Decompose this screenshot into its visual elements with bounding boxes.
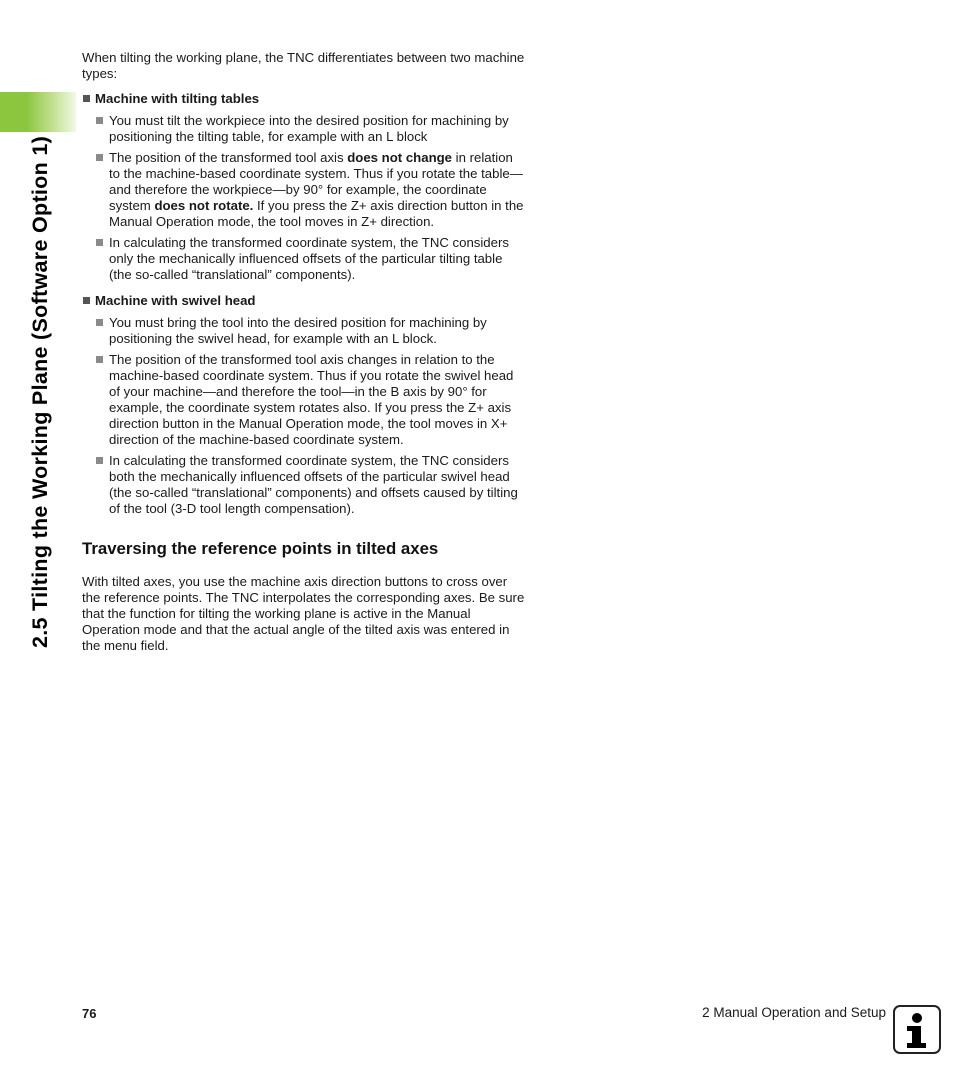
- intro-paragraph: When tilting the working plane, the TNC differentiates between two machine types:: [82, 50, 525, 81]
- square-bullet-icon: [96, 117, 103, 124]
- main-content: [82, 50, 527, 654]
- chapter-tab-marker: [0, 92, 76, 132]
- section-heading: Traversing the reference points in tilted axes: [82, 539, 439, 558]
- list-item: The position of the transformed tool axis does not change in relation to the machine-based coordinate system. Thus if you rotate the table—and therefore the workpiece—by 90° for example, the coordinate system does not rotate. If you press the Z+ axis direction button in the Manual Operation mode, the tool moves in Z+ direction.: [82, 150, 527, 230]
- info-icon: [893, 1005, 941, 1054]
- list-item: You must tilt the workpiece into the desired position for machining by positioning the tilting table, for example with an L block: [82, 113, 527, 145]
- list-item: You must bring the tool into the desired position for machining by positioning the swivel head, for example with an L block.: [82, 315, 527, 347]
- section-side-title: 2.5 Tilting the Working Plane (Software Option 1): [28, 135, 52, 648]
- page-number: 76: [82, 1006, 97, 1021]
- list-item: In calculating the transformed coordinate system, the TNC considers only the mechanically influenced offsets of the particular tilting table (the so-called “translational” components).: [82, 235, 527, 283]
- list-item: The position of the transformed tool axis changes in relation to the machine-based coordinate system. Thus if you rotate the swivel head of your machine—and therefore the tool—in the B axis by 90° for example, the coordinate system rotates also. If you press the Z+ axis direction button in the Manual Operation mode, the tool moves in X+ direction of the machine-based coordinate system.: [82, 352, 527, 448]
- square-bullet-icon: [96, 154, 103, 161]
- square-bullet-icon: [96, 457, 103, 464]
- square-bullet-icon: [96, 319, 103, 326]
- square-bullet-icon: [83, 95, 90, 102]
- chapter-footer: 2 Manual Operation and Setup: [702, 1005, 886, 1020]
- list-item: In calculating the transformed coordinate system, the TNC considers both the mechanically influenced offsets of the particular swivel head (the so-called “translational” components) and offsets caused by tilting of the tool (3-D tool length compensation).: [82, 453, 527, 517]
- body-paragraph: With tilted axes, you use the machine axis direction buttons to cross over the reference points. The TNC interpolates the corresponding axes. Be sure that the function for tilting the working plane is active in the Manual Operation mode and that the actual angle of the tilted axis was entered in the menu field.: [82, 574, 525, 653]
- square-bullet-icon: [96, 239, 103, 246]
- section-tilting-tables-title: Machine with tilting tables: [82, 91, 527, 107]
- square-bullet-icon: [83, 297, 90, 304]
- square-bullet-icon: [96, 356, 103, 363]
- section-swivel-head-title: Machine with swivel head: [82, 293, 527, 309]
